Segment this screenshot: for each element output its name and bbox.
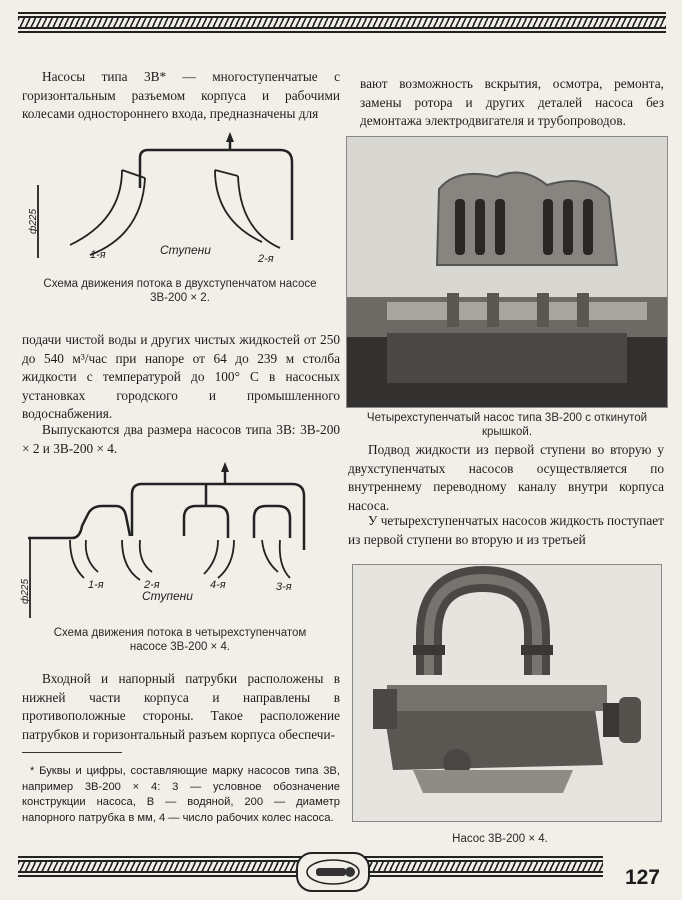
pump-3v-200x4-photo	[352, 564, 662, 822]
right-paragraph-1: вают возможность вскрытия, осмотра, ремонта, замены ротора и других деталей насоса без демонтажа электродвигателя и трубопроводов.	[360, 76, 664, 128]
diagram1-stage2-label: 2-я	[258, 253, 274, 265]
pump-open-cover-photo	[346, 136, 668, 408]
photo2-caption: Насос 3В-200 × 4.	[452, 833, 548, 845]
bottom-emblem	[296, 852, 370, 892]
footnote: * Буквы и цифры, составляющие марку насосов типа 3В, например 3В-200 × 4: 3 — условное обозначение конструкции насоса, В — водяной, 200 — диаметр напорного патрубка в мм, 4 — число рабочих колес насоса.	[22, 765, 340, 824]
diagram2-stage3-label: 3-я	[276, 581, 292, 593]
diagram2-dim-label: ф225	[20, 578, 31, 604]
page-number: 127	[624, 866, 660, 889]
right-paragraph-3: У четырехступенчатых насосов жидкость поступает из первой ступени во вторую и из третьей	[348, 513, 664, 547]
right-paragraph-2: Подвод жидкости из первой ступени во вторую у двухступенчатых насосов осуществляется по внутреннему переводному каналу внутри корпуса насоса.	[348, 442, 664, 513]
diagram1-caption: Схема движения потока в двухступенчатом насосе 3В-200 × 2.	[43, 278, 317, 304]
left-paragraph-3: Выпускаются два размера насосов типа 3В: 3В-200 × 2 и 3В-200 × 4.	[22, 422, 340, 456]
diagram2-caption: Схема движения потока в четырехступенчатом насосе 3В-200 × 4.	[53, 627, 307, 653]
footnote-divider	[22, 752, 122, 753]
diagram2-stages-label: Ступени	[142, 589, 193, 603]
diagram1-stage1-label: 1-я	[90, 249, 106, 261]
top-decorative-band	[18, 12, 666, 35]
left-paragraph-4: Входной и напорный патрубки расположены в нижней части корпуса и направлены в противоположные стороны. Такое расположение патрубков и горизонтальный разъем корпуса обеспечи-	[22, 671, 340, 742]
diagram1-stages-label: Ступени	[160, 243, 211, 257]
diagram2-stage2-label: 2-я	[144, 579, 160, 591]
two-stage-flow-diagram	[30, 130, 330, 270]
left-paragraph-2: подачи чистой воды и других чистых жидкостей от 250 до 540 м³/час при напоре от 64 до 239 м столба жидкости с температурой до 100° С в насосных установках городского и промышленного водоснабжения.	[22, 332, 340, 421]
diagram1-dim-label: ф225	[28, 208, 39, 234]
photo1-caption: Четырехступенчатый насос типа 3В-200 с откинутой крышкой.	[366, 412, 648, 438]
left-intro-paragraph: Насосы типа 3В* — многоступенчатые с горизонтальным разъемом корпуса и рабочими колесами одностороннего входа, предназначены для	[22, 69, 340, 121]
diagram2-stage4-label: 4-я	[210, 579, 226, 591]
four-stage-flow-diagram	[22, 460, 322, 620]
diagram2-stage1-label: 1-я	[88, 579, 104, 591]
